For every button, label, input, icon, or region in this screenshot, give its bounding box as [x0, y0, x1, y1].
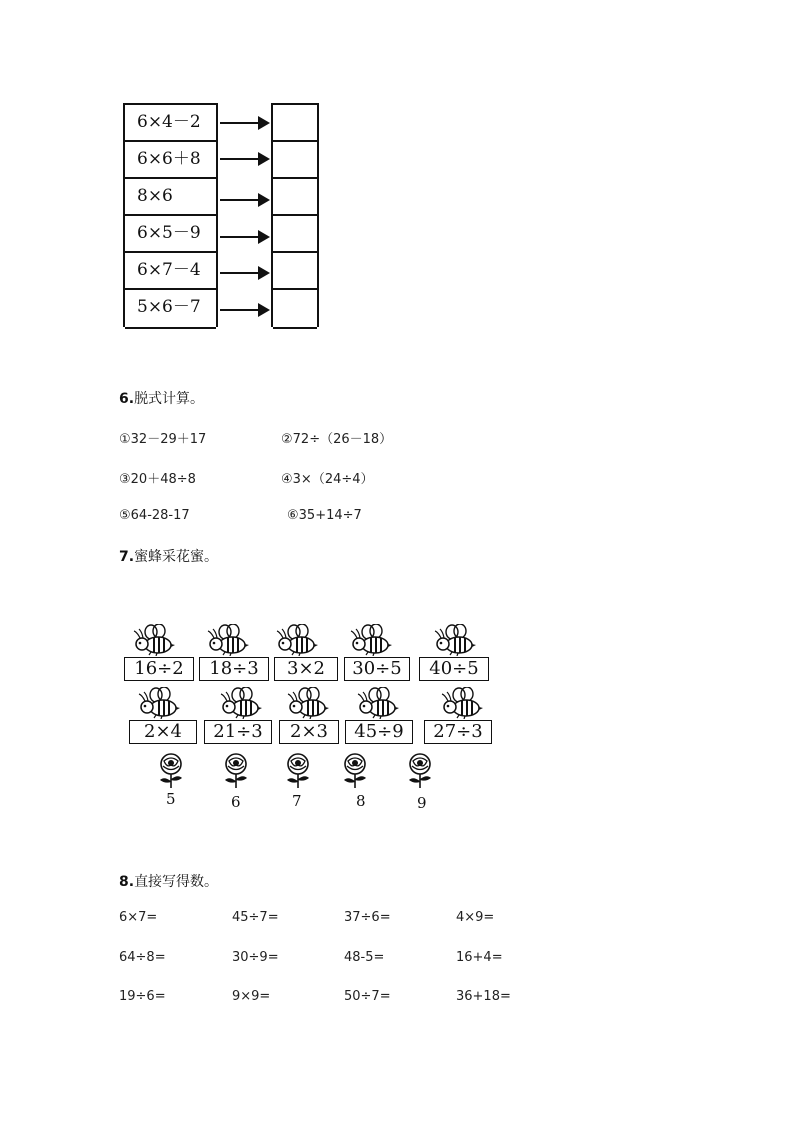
- expression-cell: 6×5－9: [125, 216, 216, 253]
- right-arrow-icon: [220, 230, 270, 244]
- q7-title: 蜜蜂采花蜜。: [134, 549, 219, 565]
- flower-number: 9: [417, 794, 427, 812]
- answer-box[interactable]: [273, 142, 317, 179]
- calc-item: 64÷8=: [119, 950, 166, 965]
- bee-icon: [218, 687, 262, 719]
- answer-box[interactable]: [273, 105, 317, 142]
- right-arrow-icon: [220, 303, 270, 317]
- expression-cell: 6×4－2: [125, 105, 216, 142]
- q6-title: 脱式计算。: [134, 391, 205, 407]
- expression-cell: 6×7－4: [125, 253, 216, 290]
- q7-heading: [119, 546, 218, 566]
- calc-item: 30÷9=: [232, 950, 279, 965]
- flower-icon: [339, 753, 371, 789]
- bee-expression-box: 45÷9: [345, 720, 413, 744]
- bee-icon: [136, 687, 180, 719]
- bee-icon: [131, 624, 175, 656]
- q6-heading: [119, 388, 204, 408]
- q6-item: ⑤64-28-17: [119, 508, 190, 523]
- right-arrow-icon: [220, 193, 270, 207]
- flower-number: 5: [166, 790, 176, 808]
- bee-icon: [355, 687, 399, 719]
- q6-number: 6.: [119, 391, 135, 407]
- arrow-group: [218, 103, 272, 327]
- flower-icon: [220, 753, 252, 789]
- q8-title: 直接写得数。: [134, 874, 219, 890]
- bee-icon: [348, 624, 392, 656]
- right-arrow-icon: [220, 266, 270, 280]
- expression-cell: 5×6－7: [125, 290, 216, 329]
- flower-number: 6: [231, 793, 241, 811]
- flower-number: 7: [292, 792, 302, 810]
- bee-expression-box: 16÷2: [124, 657, 194, 681]
- calc-item: 50÷7=: [344, 989, 391, 1004]
- bee-icon: [285, 687, 329, 719]
- answer-box[interactable]: [273, 253, 317, 290]
- flower-icon: [155, 753, 187, 789]
- bee-icon: [205, 624, 249, 656]
- flower-icon: [404, 753, 436, 789]
- q6-item: ①32－29＋17: [119, 432, 207, 447]
- expression-column: [123, 103, 218, 327]
- answer-box[interactable]: [273, 179, 317, 216]
- expression-cell: 8×6: [125, 179, 216, 216]
- bee-expression-box: 40÷5: [419, 657, 489, 681]
- bee-expression-box: 2×4: [129, 720, 197, 744]
- bee-expression-box: 30÷5: [344, 657, 410, 681]
- calc-item: 37÷6=: [344, 910, 391, 925]
- bee-icon: [274, 624, 318, 656]
- answer-box[interactable]: [273, 216, 317, 253]
- answer-column: [271, 103, 319, 327]
- right-arrow-icon: [220, 116, 270, 130]
- bee-icon: [439, 687, 483, 719]
- answer-box[interactable]: [273, 290, 317, 329]
- calc-item: 36+18=: [456, 989, 511, 1004]
- calc-item: 4×9=: [456, 910, 495, 925]
- flower-icon: [282, 753, 314, 789]
- bee-expression-box: 2×3: [279, 720, 339, 744]
- bee-expression-box: 3×2: [274, 657, 338, 681]
- bee-icon: [432, 624, 476, 656]
- q8-number: 8.: [119, 874, 135, 890]
- calc-item: 16+4=: [456, 950, 503, 965]
- q6-item: ③20＋48÷8: [119, 472, 196, 487]
- calc-item: 48-5=: [344, 950, 385, 965]
- calc-item: 9×9=: [232, 989, 271, 1004]
- q8-heading: [119, 871, 218, 891]
- expression-cell: 6×6＋8: [125, 142, 216, 179]
- bee-expression-box: 21÷3: [204, 720, 272, 744]
- calc-item: 45÷7=: [232, 910, 279, 925]
- bee-expression-box: 27÷3: [424, 720, 492, 744]
- bee-expression-box: 18÷3: [199, 657, 269, 681]
- q6-item: ②72÷（26－18）: [281, 432, 393, 447]
- q7-number: 7.: [119, 549, 135, 565]
- q6-item: ⑥35+14÷7: [287, 508, 362, 523]
- q6-item: ④3×（24÷4）: [281, 472, 374, 487]
- calc-item: 6×7=: [119, 910, 158, 925]
- calc-item: 19÷6=: [119, 989, 166, 1004]
- right-arrow-icon: [220, 152, 270, 166]
- flower-number: 8: [356, 792, 366, 810]
